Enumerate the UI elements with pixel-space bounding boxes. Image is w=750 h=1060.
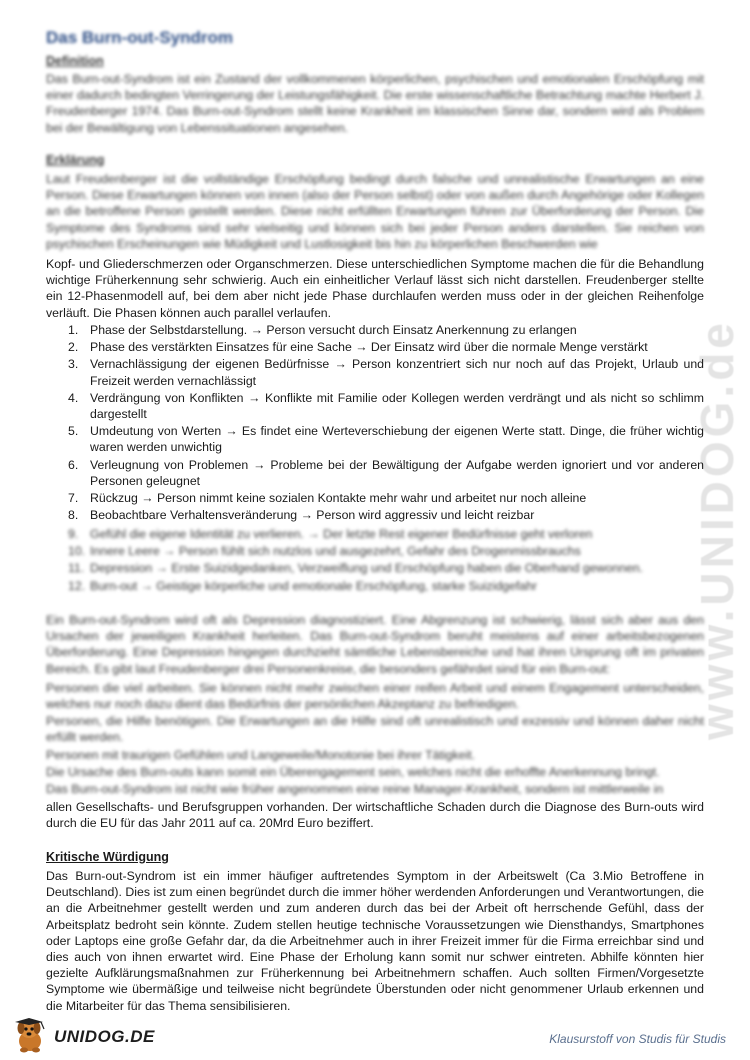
list-item: 1. Phase der Selbstdarstellung. → Person versucht durch Einsatz Anerkennung zu erlangen xyxy=(68,323,577,337)
erklaerung-text-blurred: Laut Freudenberger ist die vollständige Erschöpfung bedingt durch falsche und unrealistische Erwartungen an eine Person. Diese Erwartungen können von innen (also der Person selbst) oder von außen durch Angehörige oder Kollegen an die betroffene Person gestellt werden. Diese nicht erfüllten Erwartungen führen zur Überforderung der Person. Die Symptome des Syndroms sind sehr vielseitig und können sich bei jeder Person anders darstellen. Sie reichen von psychischen Erscheinungen wie Müdigkeit und Lustlosigkeit bis hin zu körperlichen Beschwerden wie xyxy=(46,172,704,251)
after-list-visible-text: allen Gesellschafts- und Berufsgruppen vorhanden. Der wirtschaftliche Schaden durch die Diagnose des Burn-outs wird durch die EU für das Jahr 2011 auf ca. 20Mrd Euro beziffert. xyxy=(46,800,704,831)
after-list-paragraph: Das Burn-out-Syndrom ist nicht wie früher angenommen eine reine Manager-Krankheit, sondern ist mittlerweile in xyxy=(46,782,664,796)
list-item: 2. Phase des verstärkten Einsatzes für eine Sache → Der Einsatz wird über die normale Menge verstärkt xyxy=(68,340,648,355)
after-list-paragraph: Ein Burn-out-Syndrom wird oft als Depression diagnostiziert. Eine Abgrenzung ist schwierig, lässt sich aber aus den Ursachen der jeweiligen Krankheit herleiten. Das Burn-out-Syndrom beruht meistens auf einer arbeitsbezogenen Überforderung. Eine Depression hingegen durchzieht sämtliche Lebensbereiche und hat ihren Ursprung oft im privaten Bereich. Es gibt laut Freudenberger drei Personenkreise, die besonders gefährdet sind für ein Burn-out: xyxy=(46,613,704,676)
list-item: 5. Umdeutung von Werten → Es findet eine Werteverschiebung der eigenen Werte statt. Dinge, die früher wichtig waren werden unwichtig xyxy=(68,424,704,455)
unidog-logo xyxy=(12,1017,162,1055)
list-item: 3. Vernachlässigung der eigenen Bedürfnisse → Person konzentriert sich nur noch auf das Projekt, Urlaub und Freizeit werden vernachlässigt xyxy=(68,357,704,388)
erklaerung-heading: Erklärung xyxy=(46,153,105,167)
list-item: 11. Depression → Erste Suizidgedanken, Verzweiflung und Erschöpfung haben die Oberhand gewonnen. xyxy=(68,561,644,576)
watermark: www.UNIDOG.de xyxy=(691,319,743,740)
list-item: 10. Innere Leere → Person fühlt sich nutzlos und ausgezehrt, Gefahr des Drogenmissbrauchs xyxy=(68,544,581,559)
footer-slogan: Klausurstoff von Studis für Studis xyxy=(549,1032,726,1046)
list-item: 7. Rückzug → Person nimmt keine sozialen Kontakte mehr wahr und arbeitet nur noch alleine xyxy=(68,491,587,506)
erklaerung-text: Kopf- und Gliederschmerzen oder Organschmerzen. Diese unterschiedlichen Symptome machen die für die Behandlung wichtige Früherkennung sehr schwierig. Auch ein einheitlicher Verlauf lässt sich nicht darstellen. Freudenberger stellte ein 12-Phasenmodell auf, bei dem aber nicht jede Phase durchlaufen werden muss oder in der gleichen Reihenfolge verläuft. Die Phasen können auch parallel verlaufen. xyxy=(46,257,704,320)
after-list-paragraph: Personen mit traurigen Gefühlen und Langeweile/Monotonie bei ihrer Tätigkeit. xyxy=(46,748,476,762)
list-item: 12. Burn-out → Geistige körperliche und emotionale Erschöpfung, starke Suizidgefahr xyxy=(68,578,538,593)
phase-list xyxy=(46,322,704,524)
list-item: 6. Verleugnung von Problemen → Probleme bei der Bewältigung der Aufgabe werden ignoriert und vor anderen Personen geleugnet xyxy=(68,457,704,488)
phase-list-blurred xyxy=(46,526,704,595)
list-item: 4. Verdrängung von Konflikten → Konflikte mit Familie oder Kollegen werden verdrängt und als nicht so schlimm dargestellt xyxy=(68,390,704,422)
document-title: Das Burn-out-Syndrom xyxy=(46,28,233,47)
kritik-text: Das Burn-out-Syndrom ist ein immer häufiger auftretendes Symptom in der Arbeitswelt (Ca 3.Mio Betroffene in Deutschland). Dies ist zum einen begründet durch die immer höher werdenden Anforderungen und Verantwortungen, die an die Arbeitnehmer gestellt werden und zum anderen durch das bei der Arbeit oft herrschende Gefühl, dass der Arbeitsplatz bedroht sein könnte. Zudem stellen heutige technische Voraussetzungen wie Diensthandys, Smartphones oder Laptops eine große Gefahr dar, da die Arbeitnehmer auch in ihrer Freizeit immer für die Firma erreichbar sind und dies auch von ihnen erwartet wird. Eine Phase der Erholung kann somit nur schwer eintreten. Abhilfe könnten hier gezielte Aufklärungsmaßnahmen zur Früherkennung bei Arbeitnehmern schaffen. Auch sollten Firmen/Vorgesetzte Symptome wie übermäßige und teilweise nicht begründete Überstunden oder nicht genommener Urlaub erkennen und die Mitarbeiter für das Thema sensibilisieren. xyxy=(46,869,704,1013)
logo-text: UNIDOG.DE xyxy=(54,1027,155,1046)
dog-mascot-icon xyxy=(12,1017,52,1055)
after-list-paragraph: Personen die viel arbeiten. Sie können nicht mehr zwischen einer reifen Arbeit und einem Engagement unterscheiden, welches nur noch dazu dient das Bedürfnis der persönlichen Akzeptanz zu befriedigen. xyxy=(46,681,704,712)
list-item: 9. Gefühl die eigene Identität zu verlieren. → Der letzte Rest eigener Bedürfnisse geht verloren xyxy=(68,527,593,541)
kritik-heading: Kritische Würdigung xyxy=(46,850,169,864)
after-list-paragraph: Die Ursache des Burn-outs kann somit ein Überengagement sein, welches nicht die erhoffte Anerkennung bringt. xyxy=(46,765,660,779)
list-item: 8. Beobachtbare Verhaltensveränderung → Person wird aggressiv und leicht reizbar xyxy=(68,508,535,523)
definition-heading: Definition xyxy=(46,54,104,68)
after-list-paragraph: Personen, die Hilfe benötigen. Die Erwartungen an die Hilfe sind oft unrealistisch und exzessiv und können daher nicht erfüllt werden. xyxy=(46,714,704,745)
definition-text: Das Burn-out-Syndrom ist ein Zustand der vollkommenen körperlichen, psychischen und emotionalen Erschöpfung mit einer dadurch bedingten Verringerung der Leistungsfähigkeit. Die erste wissenschaftliche Betrachtung machte Herbert J. Freudenberger 1974. Das Burn-out-Syndrom stellt keine Krankheit im klassischen Sinne dar, sondern wird als Problem bei der Bewältigung von Lebenssituationen angesehen. xyxy=(46,72,704,135)
